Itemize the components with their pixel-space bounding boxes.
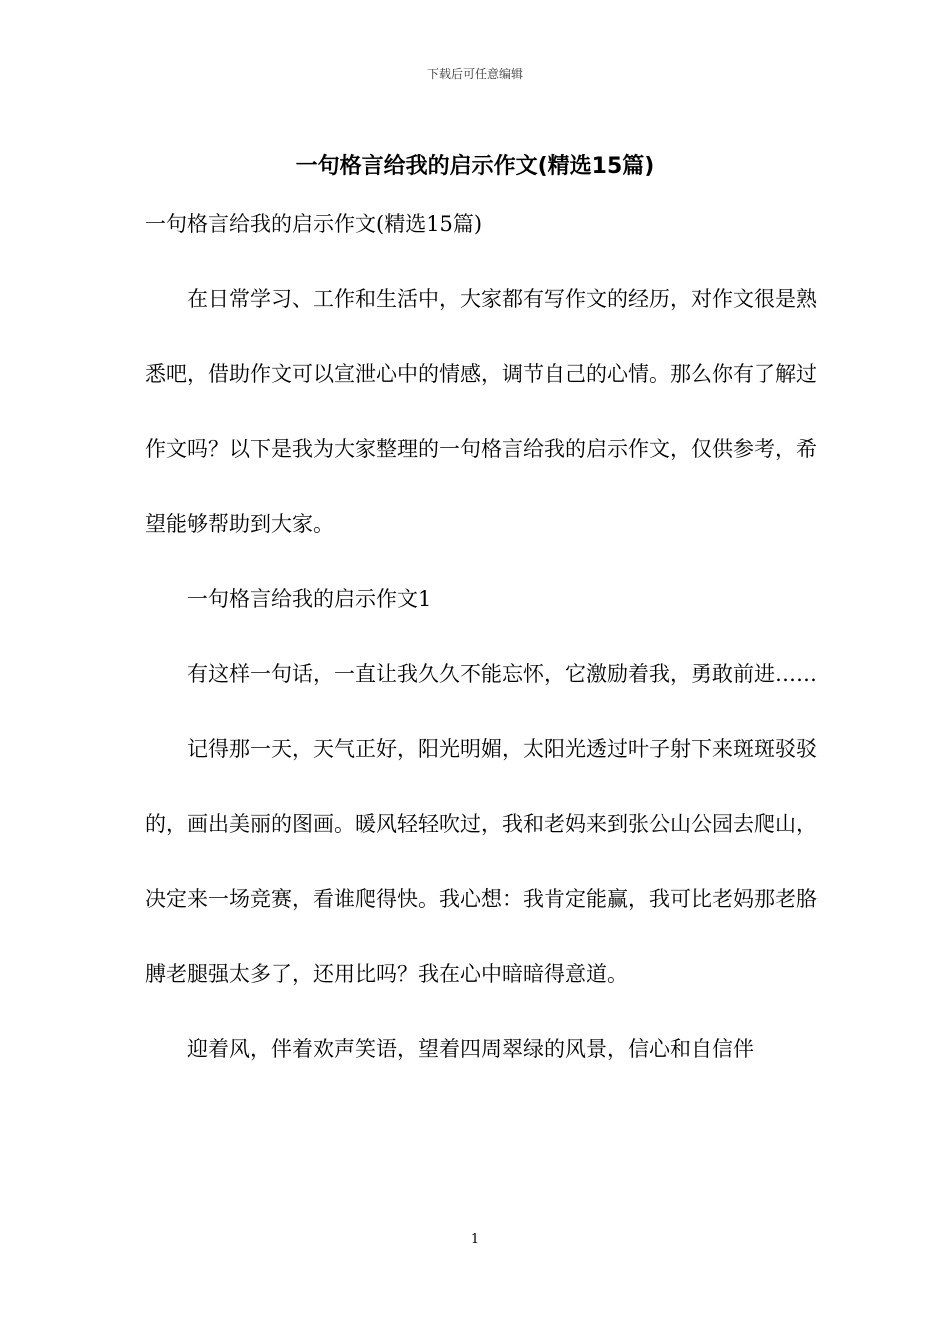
document-subtitle: 一句格言给我的启示作文(精选15篇) [145,212,483,236]
document-body [145,206,825,1087]
header-note: 下载后可任意编辑 [426,67,523,81]
page-number: 1 [470,1232,480,1247]
paragraph: 有这样一句话，一直让我久久不能忘怀，它激励着我，勇敢前进…… [187,662,817,687]
paragraph: 迎着风，伴着欢声笑语，望着四周翠绿的风景，信心和自信伴 [187,1037,754,1062]
document-title: 一句格言给我的启示作文(精选15篇) [295,154,655,179]
section-heading: 一句格言给我的启示作文1 [187,587,432,612]
paragraph-intro: 在日常学习、工作和生活中，大家都有写作文的经历，对作文很是熟悉吧，借助作文可以宣泄心中的情感，调节自己的心情。那么你有了解过作文吗？以下是我为大家整理的一句格言给我的启示作文，仅供参考，希望能够帮助到大家。 [145,287,817,537]
paragraph: 记得那一天，天气正好，阳光明媚，太阳光透过叶子射下来斑斑驳驳的，画出美丽的图画。暖风轻轻吹过，我和老妈来到张公山公园去爬山，决定来一场竞赛，看谁爬得快。我心想：我肯定能赢，我可比老妈那老胳膊老腿强太多了，还用比吗？我在心中暗暗得意道。 [145,737,817,987]
